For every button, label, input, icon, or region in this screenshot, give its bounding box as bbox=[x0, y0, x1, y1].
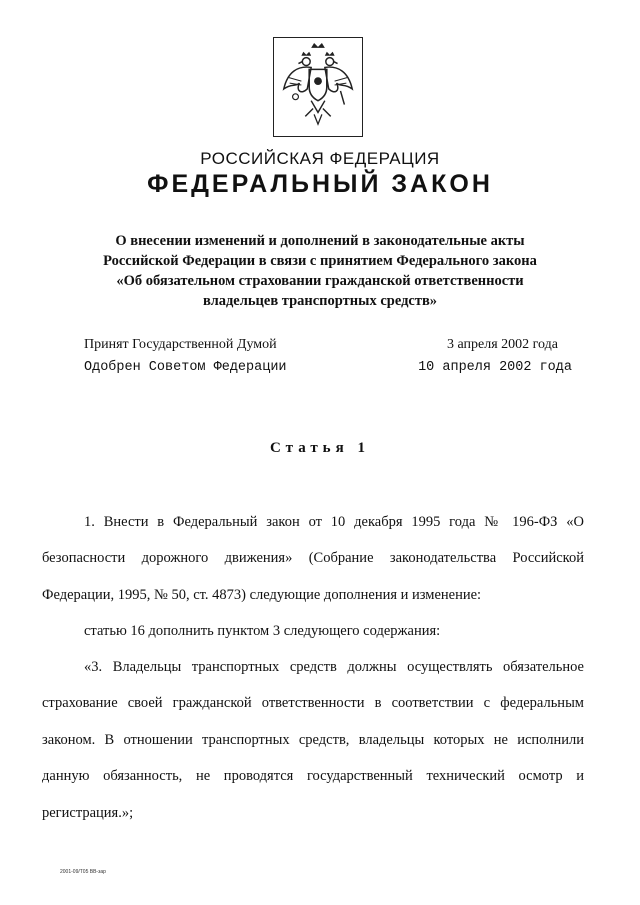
subject-line: О внесении изменений и дополнений в законодательные акты bbox=[115, 233, 525, 249]
duma-adoption-date: 3 апреля 2002 года bbox=[447, 337, 558, 352]
double-headed-eagle-icon bbox=[274, 38, 362, 136]
paragraph-line: законом. В отношении транспортных средств, владельцы которых не исполнили bbox=[42, 731, 584, 748]
subject-line: владельцев транспортных средств» bbox=[202, 293, 438, 309]
council-approval-label: Одобрен Советом Федерации bbox=[84, 360, 287, 375]
paragraph-line: статью 16 дополнить пунктом 3 следующего содержания: bbox=[84, 623, 441, 639]
paragraph-line: регистрация.»; bbox=[42, 804, 134, 821]
law-subject bbox=[60, 231, 580, 311]
article-paragraph-1 bbox=[42, 504, 584, 613]
paragraph-line: безопасности дорожного движения» (Собрание законодательства Российской bbox=[42, 550, 584, 567]
paragraph-line: страхование своей гражданской ответственности в соответствии с федеральным bbox=[42, 695, 584, 712]
country-name: РОССИЙСКАЯ ФЕДЕРАЦИЯ bbox=[200, 149, 440, 168]
article-paragraph-2 bbox=[84, 613, 584, 649]
paragraph-line: Федерации, 1995, № 50, ст. 4873) следующие дополнения и изменение: bbox=[42, 586, 482, 603]
duma-adoption-label: Принят Государственной Думой bbox=[84, 337, 277, 352]
paragraph-line: 1. Внести в Федеральный закон от 10 декабря 1995 года № 196-ФЗ «О bbox=[84, 514, 584, 530]
subject-line: Российской Федерации в связи с принятием Федерального закона bbox=[103, 253, 537, 269]
subject-line: «Об обязательном страховании гражданской ответственности bbox=[116, 273, 524, 289]
paragraph-line: «3. Владельцы транспортных средств должны осуществлять обязательное bbox=[84, 659, 584, 675]
article-heading: Статья 1 bbox=[270, 440, 370, 456]
article-paragraph-3 bbox=[42, 649, 584, 831]
council-approval-date: 10 апреля 2002 года bbox=[418, 360, 572, 375]
paragraph-line: данную обязанность, не проводятся государственный технический осмотр и bbox=[42, 768, 584, 785]
document-code: 2001-09/Т05 ВВ-зар bbox=[60, 869, 106, 875]
coat-of-arms-emblem bbox=[273, 37, 363, 137]
law-type-title: ФЕДЕРАЛЬНЫЙ ЗАКОН bbox=[147, 170, 493, 198]
